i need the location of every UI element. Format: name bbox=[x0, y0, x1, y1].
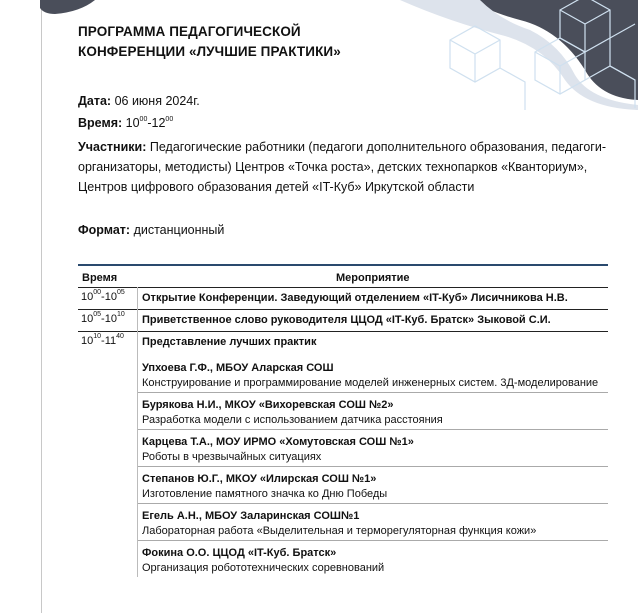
time-start-min: 00 bbox=[139, 116, 148, 123]
presentation-item bbox=[78, 430, 608, 467]
date-value: 06 июня 2024г. bbox=[111, 94, 200, 108]
header-time: Время bbox=[78, 265, 138, 288]
presentation-item bbox=[78, 467, 608, 504]
format-label: Формат: bbox=[78, 223, 131, 237]
presenter-name: Бурякова Н.И., МКОУ «Вихоревская СОШ №2» bbox=[142, 399, 394, 411]
row-time: $10^{10}-11^{40}$ bbox=[78, 332, 138, 357]
presentation-item bbox=[78, 393, 608, 430]
participants-value: Педагогические работники (педагоги дополнительного образования, педагоги- организаторы, методисты) Центров «Точка роста», детских технопарков «Кванториум», Центров цифрового образования детей «IT-Куб» Иркутской области bbox=[78, 140, 607, 194]
row-event: Открытие Конференции. Заведующий отделением «IT-Куб» Лисичникова Н.В. bbox=[138, 288, 609, 310]
document-body bbox=[78, 22, 608, 237]
presentation-topic: Изготовление памятного значка ко Дню Победы bbox=[142, 488, 388, 500]
row-time: $10^{05}-10^{10}$ bbox=[78, 310, 138, 332]
time-row bbox=[78, 113, 173, 133]
header-event: Мероприятие bbox=[138, 265, 609, 288]
presentation-topic: Роботы в чрезвычайных ситуациях bbox=[142, 451, 322, 463]
table-row bbox=[78, 332, 608, 357]
presenter-name: Егель А.Н., МБОУ Заларинская СОШ№1 bbox=[142, 510, 360, 522]
presentation-item bbox=[78, 541, 608, 578]
participants-label: Участники: bbox=[78, 140, 147, 154]
row-event: Приветственное слово руководителя ЦЦОД «IT-Куб. Братск» Зыковой С.И. bbox=[138, 310, 609, 332]
time-sep: -12 bbox=[147, 116, 166, 130]
time-end-min: 00 bbox=[165, 116, 174, 123]
format-row bbox=[78, 220, 224, 240]
title-line-2: КОНФЕРЕНЦИИ «ЛУЧШИЕ ПРАКТИКИ» bbox=[78, 44, 341, 59]
date-row bbox=[78, 91, 200, 111]
title-line-1: ПРОГРАММА ПЕДАГОГИЧЕСКОЙ bbox=[78, 24, 301, 39]
presentation-topic: Лабораторная работа «Выделительная и терморегуляторная функция кожи» bbox=[142, 525, 537, 537]
time-label: Время: bbox=[78, 116, 123, 130]
participants-row bbox=[78, 137, 608, 197]
schedule-table bbox=[78, 264, 608, 577]
date-label: Дата: bbox=[78, 94, 112, 108]
presentation-topic: Разработка модели с использованием датчика расстояния bbox=[142, 414, 443, 426]
presenter-name: Карцева Т.А., МОУ ИРМО «Хомутовская СОШ №1» bbox=[142, 436, 414, 448]
presentation-topic: Организация робототехнических соревнований bbox=[142, 562, 385, 574]
presenter-name: Степанов Ю.Г., МКОУ «Илирская СОШ №1» bbox=[142, 473, 377, 485]
row-event: Представление лучших практик bbox=[138, 332, 609, 357]
row-time: $10^{00}-10^{05}$ bbox=[78, 288, 138, 310]
table-row bbox=[78, 288, 608, 310]
presenter-name: Фокина О.О. ЦЦОД «IT-Куб. Братск» bbox=[142, 547, 337, 559]
time-start-hour: 10 bbox=[122, 116, 140, 130]
presentation-item bbox=[78, 356, 608, 393]
presenter-name: Упхоева Г.Ф., МБОУ Аларская СОШ bbox=[142, 362, 334, 374]
table-row bbox=[78, 310, 608, 332]
format-value: дистанционный bbox=[130, 223, 225, 237]
page-title bbox=[78, 22, 608, 62]
presentation-topic: Конструирование и программирование моделей инженерных систем. 3Д-моделирование bbox=[142, 377, 599, 389]
presentation-item bbox=[78, 504, 608, 541]
